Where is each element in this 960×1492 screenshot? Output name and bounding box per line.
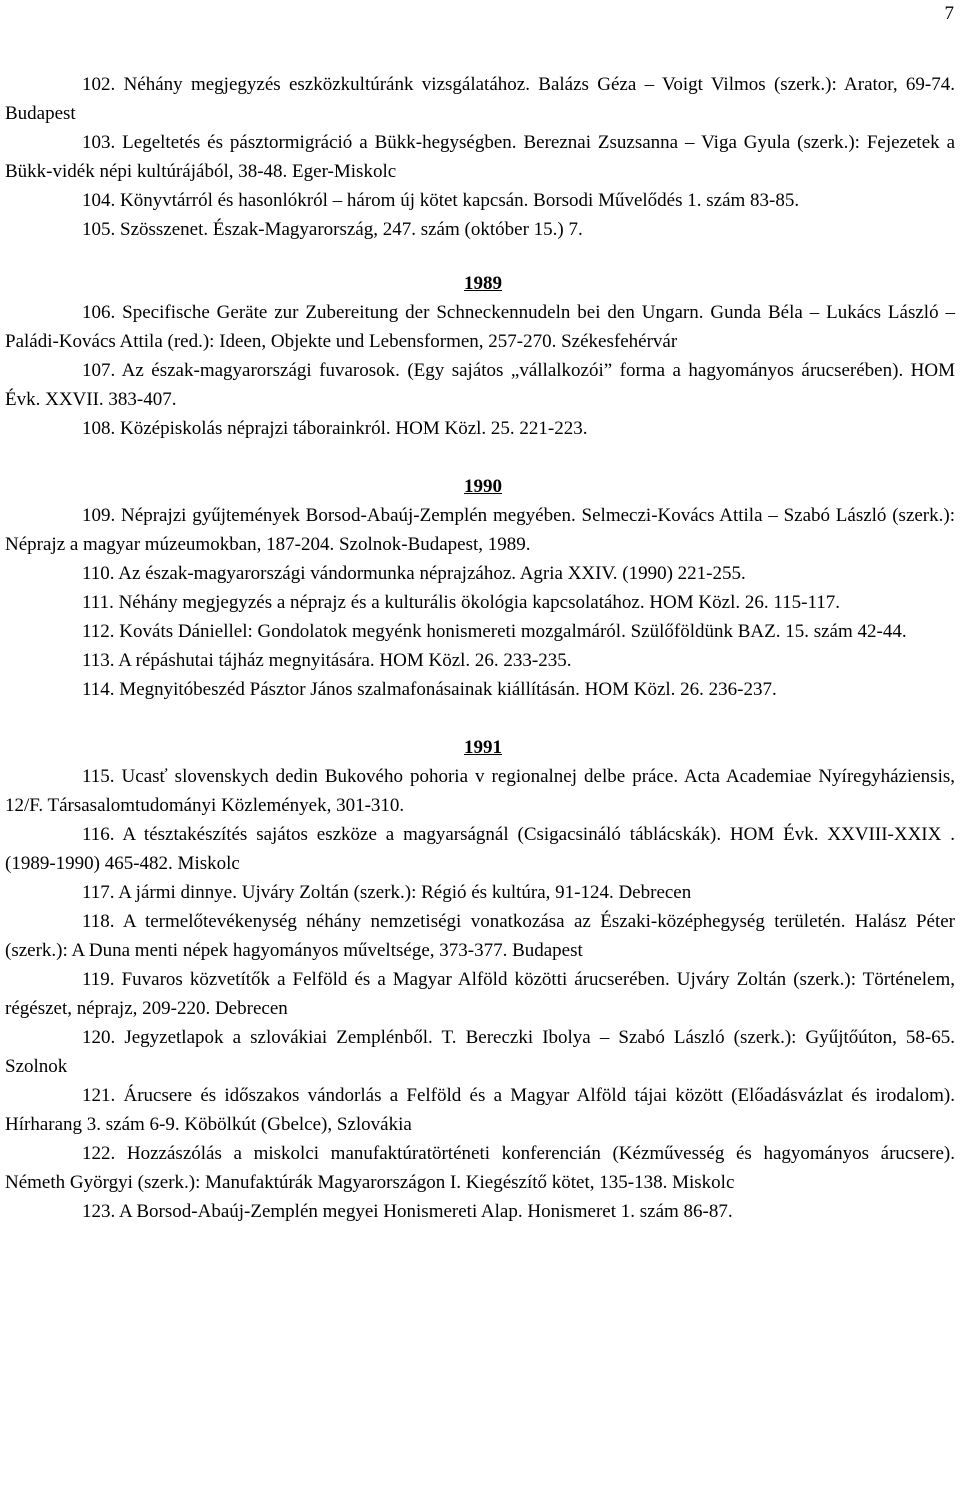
bibliography-entry: 106. Specifische Geräte zur Zubereitung der Schneckennudeln bei den Ungarn. Gunda Béla – Lukács László – Paládi-Kovács Attila (red.): Ideen, Objekte und Lebensformen, 257-270. Székesfehérvár xyxy=(5,302,955,352)
bibliography-list xyxy=(5,70,955,1226)
bibliography-entry: 109. Néprajzi gyűjtemények Borsod-Abaúj-Zemplén megyében. Selmeczi-Kovács Attila – Szabó László (szerk.): Néprajz a magyar múzeumokban, 187-204. Szolnok-Budapest, 1989. xyxy=(5,505,955,555)
year-heading-1991: 1991 xyxy=(464,737,502,758)
bibliography-entry: 115. Ucasť slovenskych dedin Bukového pohoria v regionalnej delbe práce. Acta Academiae Nyíregyháziensis, 12/F. Társasalomtudományi Közlemények, 301-310. xyxy=(5,766,955,816)
bibliography-entry: 118. A termelőtevékenység néhány nemzetiségi vonatkozása az Északi-középhegység területén. Halász Péter (szerk.): A Duna menti népek hagyományos műveltsége, 373-377. Budapest xyxy=(5,911,955,961)
year-heading-1990: 1990 xyxy=(464,476,502,497)
bibliography-entry: 116. A tésztakészítés sajátos eszköze a magyarságnál (Csigacsináló táblácskák). HOM Évk. XXVIII-XXIX . (1989-1990) 465-482. Miskolc xyxy=(5,824,955,874)
bibliography-entry: 104. Könyvtárról és hasonlókról – három új kötet kapcsán. Borsodi Művelődés 1. szám 83-85. xyxy=(82,190,800,211)
bibliography-entry: 107. Az észak-magyarországi fuvarosok. (Egy sajátos „vállalkozói” forma a hagyományos árucserében). HOM Évk. XXVII. 383-407. xyxy=(5,360,955,410)
bibliography-entry: 123. A Borsod-Abaúj-Zemplén megyei Honismereti Alap. Honismeret 1. szám 86-87. xyxy=(82,1201,733,1222)
bibliography-entry: 105. Szösszenet. Észak-Magyarország, 247. szám (október 15.) 7. xyxy=(82,219,583,240)
bibliography-entry: 110. Az észak-magyarországi vándormunka néprajzához. Agria XXIV. (1990) 221-255. xyxy=(82,563,746,584)
bibliography-entry: 108. Középiskolás néprajzi táborainkról. HOM Közl. 25. 221-223. xyxy=(82,418,588,439)
bibliography-entry: 119. Fuvaros közvetítők a Felföld és a Magyar Alföld közötti árucserében. Ujváry Zoltán (szerk.): Történelem, régészet, néprajz, 209-220. Debrecen xyxy=(5,969,955,1019)
year-heading-1989: 1989 xyxy=(464,273,502,294)
spacer xyxy=(5,244,955,269)
bibliography-entry: 114. Megnyitóbeszéd Pásztor János szalmafonásainak kiállításán. HOM Közl. 26. 236-237. xyxy=(82,679,777,700)
spacer xyxy=(5,443,955,472)
bibliography-entry: 102. Néhány megjegyzés eszközkultúránk vizsgálatához. Balázs Géza – Voigt Vilmos (szerk.): Arator, 69-74. Budapest xyxy=(5,74,955,124)
spacer xyxy=(5,704,955,733)
bibliography-entry: 121. Árucsere és időszakos vándorlás a Felföld és a Magyar Alföld tájai között (Előadásvázlat és irodalom). Hírharang 3. szám 6-9. Köbölkút (Gbelce), Szlovákia xyxy=(5,1085,955,1135)
bibliography-entry: 117. A jármi dinnye. Ujváry Zoltán (szerk.): Régió és kultúra, 91-124. Debrecen xyxy=(82,882,692,903)
bibliography-entry: 111. Néhány megjegyzés a néprajz és a kulturális ökológia kapcsolatához. HOM Közl. 26. 115-117. xyxy=(82,592,841,613)
bibliography-entry: 122. Hozzászólás a miskolci manufaktúratörténeti konferencián (Kézművesség és hagyományos árucsere). Németh Györgyi (szerk.): Manufaktúrák Magyarországon I. Kiegészítő kötet, 135-138. Miskolc xyxy=(5,1143,955,1193)
bibliography-entry: 112. Kováts Dániellel: Gondolatok megyénk honismereti mozgalmáról. Szülőföldünk BAZ. 15. szám 42-44. xyxy=(82,621,907,642)
bibliography-entry: 113. A répáshutai tájház megnyitására. HOM Közl. 26. 233-235. xyxy=(82,650,572,671)
page-number: 7 xyxy=(944,3,954,24)
bibliography-entry: 103. Legeltetés és pásztormigráció a Bükk-hegységben. Bereznai Zsuzsanna – Viga Gyula (szerk.): Fejezetek a Bükk-vidék népi kultúrájából, 38-48. Eger-Miskolc xyxy=(5,132,955,182)
bibliography-entry: 120. Jegyzetlapok a szlovákiai Zemplénből. T. Bereczki Ibolya – Szabó László (szerk.): Gyűjtőúton, 58-65. Szolnok xyxy=(5,1027,955,1077)
